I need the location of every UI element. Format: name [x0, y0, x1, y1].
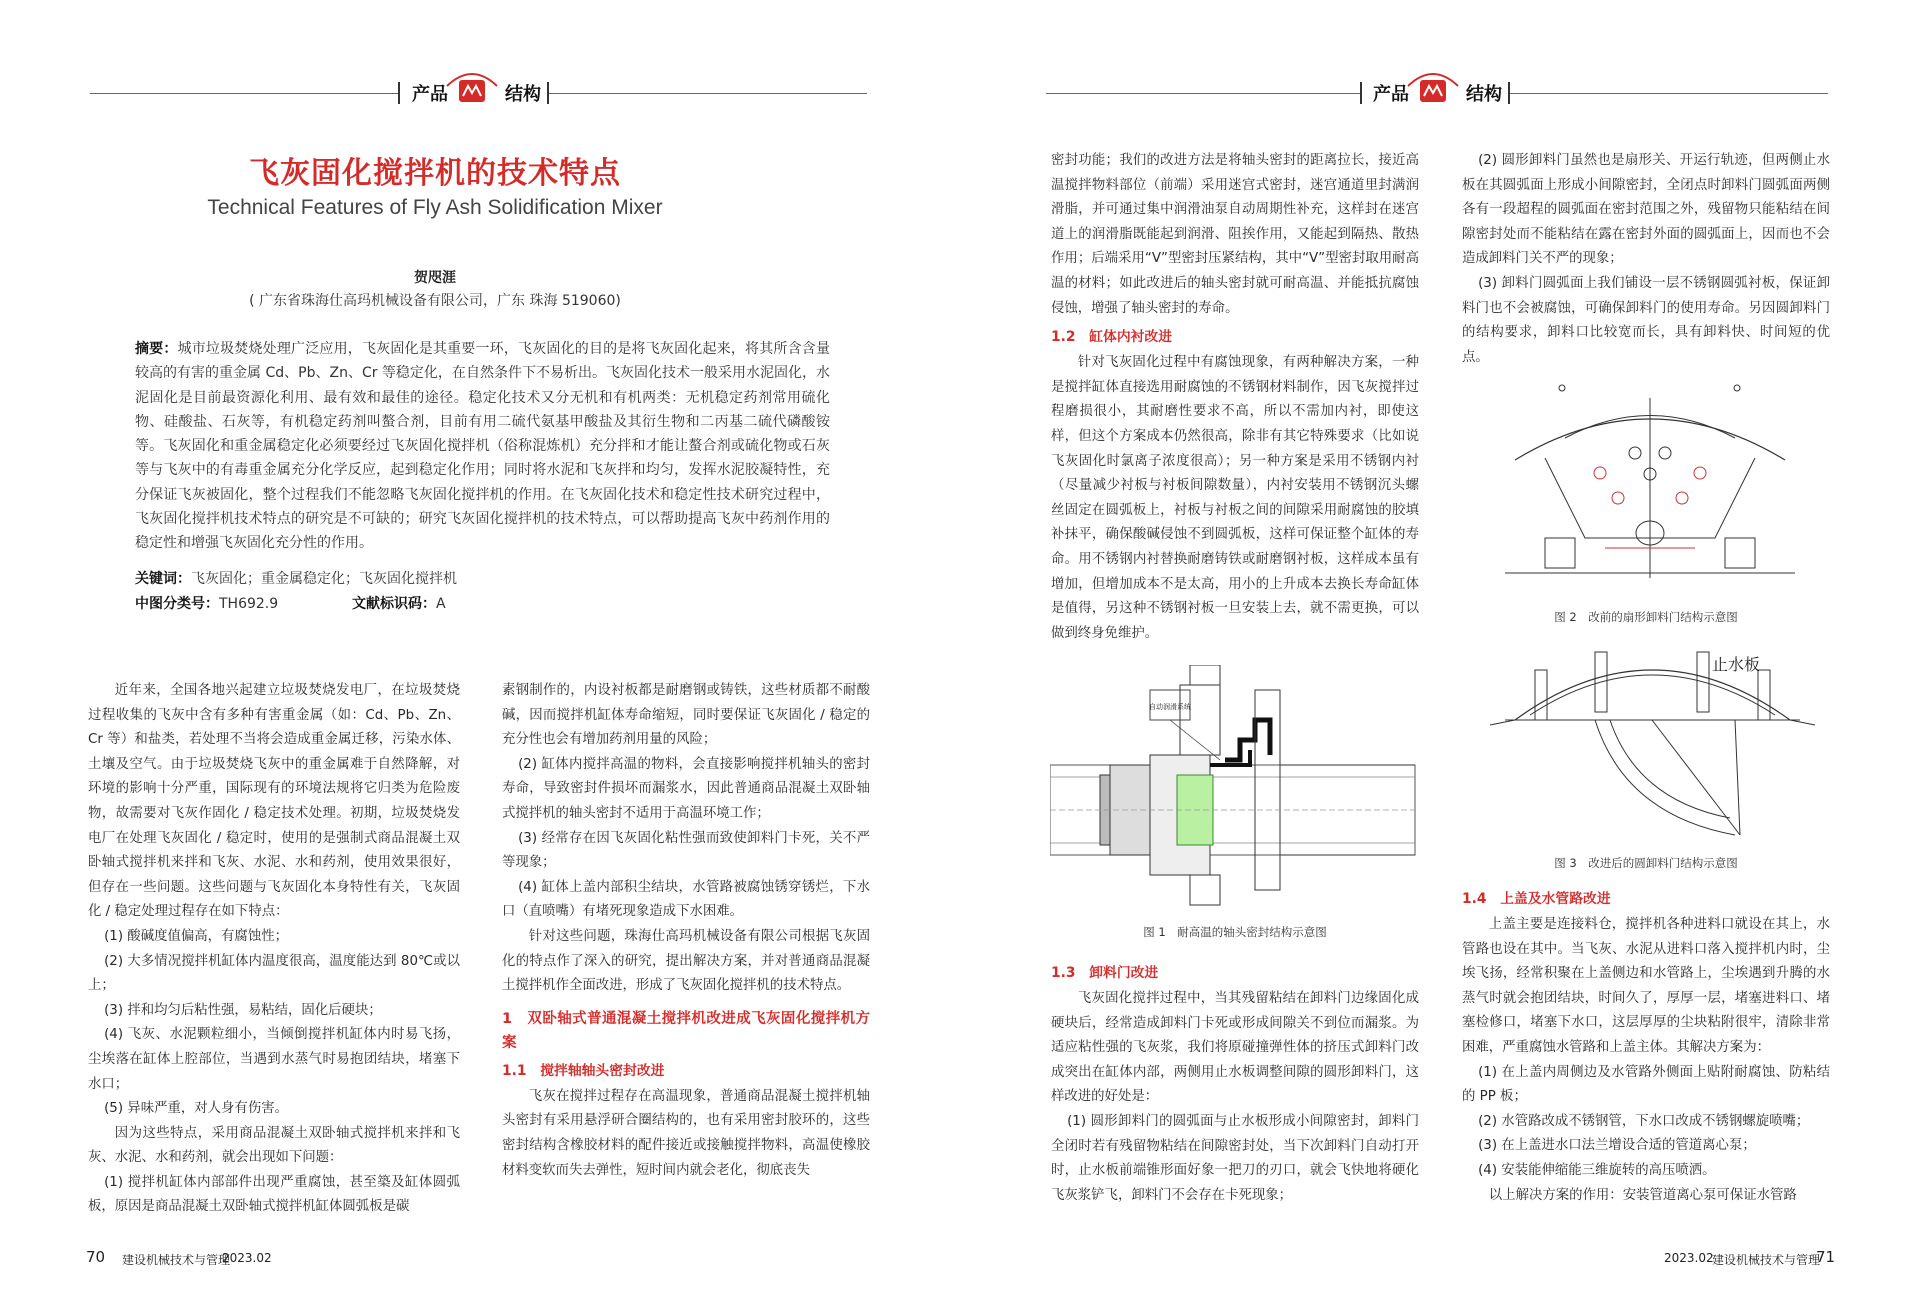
column-3-bottom: [1051, 961, 1419, 1208]
article-title-en: Technical Features of Fly Ash Solidification Mixer: [207, 196, 663, 219]
header-right-label: 结构: [505, 84, 541, 105]
body-paragraph: 近年来，全国各地兴起建立垃圾焚烧发电厂，在垃圾焚烧过程收集的飞灰中含有多种有害重金属（如：Cd、Pb、Zn、Cr 等）和盐类，若处理不当将会造成重金属迁移，污染水体、土壤及空气。由于垃圾焚烧飞灰中的重金属难于自然降解，对环境的影响十分严重，国际现有的环境法规将它归类为危险废物，故需要对飞灰作固化 / 稳定技术处理。初期，垃圾焚烧发电厂在处理飞灰固化 / 稳定时，使用的是强制式商品混凝土双卧轴式搅拌机来拌和飞灰、水泥、水和药剂，使用效果很好，但存在一些问题。这些问题与飞灰固化本身特性有关，飞灰固化 / 稳定处理过程存在如下特点：: [88, 683, 460, 920]
list-item: (2) 圆形卸料门虽然也是扇形关、开运行轨迹，但两侧止水板在其圆弧面上形成小间隙密封，全闭点时卸料门圆弧面两侧各有一段超程的圆弧面在密封范围之外，残留物只能粘结在间隙密封处而不能粘结在露在密封外面的圆弧面上，因而也不会造成卸料门关不严的现象；: [1462, 153, 1830, 267]
doc-label: 文献标识码：: [352, 596, 436, 612]
list-item: (2) 缸体内搅拌高温的物料，会直接影响搅拌机轴头的密封寿命，导致密封件损坏而漏浆水，因此普通商品混凝土双卧轴式搅拌机的轴头密封不适用于高温环境工作；: [502, 756, 870, 821]
body-paragraph: 针对飞灰固化过程中有腐蚀现象，有两种解决方案，一种是搅拌缸体直接选用耐腐蚀的不锈钢材料制作，因飞灰搅拌过程磨损很小，其耐磨性要求不高，所以不需加内衬，即使这样，但这个方案成本仍然很高，除非有其它特殊要求（比如说飞灰固化时氯离子浓度很高）；另一种方案是采用不锈钢内衬（尽量减少衬板与衬板间隙数量），内衬安装用不锈钢沉头螺丝固定在圆弧板上，衬板与衬板之间的间隙采用耐腐蚀的胶填补抹平，确保酸碱侵蚀不到圆弧板，这样可保证整个缸体的寿命。用不锈钢内衬替换耐磨铸铁或耐磨钢衬板，这样成本虽有增加，但增加成本不是太高，用小的上升成本去换长寿命缸体是值得，另这种不锈钢衬板一旦安装上去，就不需更换，可以做到终身免维护。: [1051, 355, 1419, 641]
journal-name-left: 建设机械技术与管理: [122, 1253, 231, 1267]
doc-value: A: [436, 596, 446, 612]
header-divider: [398, 82, 400, 104]
column-4-bottom: [1462, 887, 1830, 1208]
column-1: [88, 679, 460, 1220]
header-right-label: 结构: [1466, 84, 1502, 105]
body-paragraph: 以上解决方案的作用：安装管道离心泵可保证水管路: [1488, 1187, 1797, 1203]
abstract-label: 摘要：: [135, 341, 178, 357]
header-left-label: 产品: [412, 84, 448, 105]
figure-3-round-gate-diagram: [1475, 640, 1830, 850]
classification: [135, 593, 278, 613]
brand-logo-icon: [1406, 66, 1460, 106]
list-item: (2) 水管路改成不锈钢管，下水口改成不锈钢螺旋喷嘴；: [1478, 1113, 1810, 1129]
figure-1-shaft-seal-diagram: [1050, 665, 1420, 915]
body-paragraph: 针对这些问题，珠海仕高玛机械设备有限公司根据飞灰固化的特点作了深入的研究，提出解决方案，并对普通商品混凝土搅拌机作全面改进，形成了飞灰固化搅拌机的技术特点。: [502, 928, 870, 994]
list-item: (3) 经常存在因飞灰固化粘性强而致使卸料门卡死，关不严等现象；: [502, 830, 870, 871]
affiliation: ( 广东省珠海仕高玛机械设备有限公司，广东 珠海 519060): [249, 293, 621, 309]
list-item: (5) 异味严重，对人身有伤害。: [104, 1101, 288, 1117]
list-item: (4) 飞灰、水泥颗粒细小，当倾倒搅拌机缸体内时易飞扬，尘埃落在缸体上腔部位，当遇到水蒸气时易抱团结块，堵塞下水口；: [88, 1027, 460, 1092]
issue-right: 2023.02: [1664, 1251, 1714, 1265]
figure-2-caption: 图 2 改前的扇形卸料门结构示意图: [1554, 610, 1738, 624]
author: 贺咫涯: [414, 270, 456, 286]
abstract-text: 城市垃圾焚烧处理广泛应用，飞灰固化是其重要一环，飞灰固化的目的是将飞灰固化起来，将其所含含量较高的有害的重金属 Cd、Pb、Zn、Cr 等稳定化，在自然条件下不易析出。飞灰固化技术一般采用水泥固化，水泥固化是目前最资源化利用、最有效和最佳的途径。稳定化技术又分无机和有机两类：无机稳定药剂常用硫化物、硅酸盐、石灰等，有机稳定药剂叫螯合剂，目前有用二硫代氨基甲酸盐及其衍生物和二丙基二硫代磷酸铵等。飞灰固化和重金属稳定化必须要经过飞灰固化搅拌机（俗称混炼机）充分拌和才能让螯合剂或硫化物或石灰等与飞灰中的有毒重金属充分化学反应，起到稳定化作用；同时将水泥和飞灰拌和均匀，发挥水泥胶凝特性，充分保证飞灰被固化，整个过程我们不能忽略飞灰固化搅拌机的作用。在飞灰固化技术和稳定性技术研究过程中，飞灰固化搅拌机技术特点的研究是不可缺的；研究飞灰固化搅拌机的技术特点，可以帮助提高飞灰中药剂作用的稳定性和增强飞灰固化充分性的作用。: [135, 341, 830, 552]
header-rule-right-a: [1046, 93, 1360, 94]
body-paragraph: 密封功能；我们的改进方法是将轴头密封的距离拉长，接近高温搅拌物料部位（前端）采用迷宫式密封，迷宫通道里封满润滑脂，并可通过集中润滑油泵自动周期性补充，这样封在迷宫道上的润滑脂既能起到润滑、阻挨作用，又能起到隔热、散热作用；后端采用“V”型密封压紧结构，其中“V”型密封取用耐高温的材料；如此改进后的轴头密封就可耐高温、并能抵抗腐蚀侵蚀，增强了轴头密封的寿命。: [1051, 153, 1419, 316]
keywords-label: 关键词：: [135, 571, 191, 587]
fig3-label: 止水板: [1712, 655, 1761, 674]
section-heading-1: 1 双卧轴式普通混凝土搅拌机改进成飞灰固化搅拌机方案: [502, 1010, 870, 1051]
list-item: (1) 酸碱度值偏高，有腐蚀性；: [104, 928, 288, 944]
body-paragraph: 飞灰在搅拌过程存在高温现象，普通商品混凝土搅拌机轴头密封有采用悬浮研合圈结构的，也有采用密封胶环的，这些密封结构含橡胶材料的配件接近或接触搅拌物料，高温使橡胶材料变软而失去弹性，短时间内就会老化，彻底丧失: [502, 1088, 870, 1178]
list-item: (1) 在上盖内周侧边及水管路外侧面上贴附耐腐蚀、防粘结的 PP 板；: [1462, 1064, 1830, 1105]
figure-2-sector-gate-diagram: [1505, 378, 1795, 593]
article-title-cn: 飞灰固化搅拌机的技术特点: [249, 156, 621, 191]
brand-logo-icon: [445, 66, 499, 106]
page-number-left: 70: [86, 1248, 106, 1266]
header-left-label: 产品: [1373, 84, 1409, 105]
list-item: (2) 大多情况搅拌机缸体内温度很高，温度能达到 80℃或以上；: [88, 953, 460, 994]
fig1-label: 自动润滑系统: [1149, 703, 1191, 711]
body-paragraph: 上盖主要是连接料仓，搅拌机各种进料口就设在其上，水管路也设在其中。当飞灰、水泥从进料口落入搅拌机内时，尘埃飞扬，经常积聚在上盖侧边和水管路上，尘埃遇到升腾的水蒸气时就会抱团结块，时间久了，厚厚一层，堵塞进料口、堵塞检修口，堵塞下水口，这层厚厚的尘块粘附很牢，清除非常困难，严重腐蚀水管路和上盖主体。其解决方案为：: [1462, 917, 1830, 1055]
doc-code: [352, 593, 446, 613]
section-heading-1-4: 1.4 上盖及水管路改进: [1462, 891, 1611, 907]
list-item: (1) 圆形卸料门的圆弧面与止水板形成小间隙密封，卸料门全闭时若有残留物粘结在间隙密封处，当下次卸料门自动打开时，止水板前端锥形面好象一把刀的刃口，就会飞快地将硬化飞灰浆铲飞，卸料门不会存在卡死现象；: [1051, 1113, 1419, 1203]
keywords-text: 飞灰固化；重金属稳定化；飞灰固化搅拌机: [191, 571, 457, 587]
issue-left: 2023.02: [222, 1251, 272, 1265]
column-2: [502, 679, 870, 1183]
body-paragraph: 因为这些特点，采用商品混凝土双卧轴式搅拌机来拌和飞灰、水泥、水和药剂，就会出现如下问题：: [88, 1125, 460, 1166]
header-rule-left-a: [90, 93, 398, 94]
list-item: (3) 拌和均匀后粘性强，易粘结，固化后硬块；: [104, 1002, 382, 1018]
figure-1-caption: 图 1 耐高温的轴头密封结构示意图: [1143, 925, 1327, 939]
list-item: (1) 搅拌机缸体内部部件出现严重腐蚀，甚至築及缸体圆弧板，原因是商品混凝土双卧轴式搅拌机缸体圆弧板是碳: [88, 1174, 460, 1215]
figure-3-caption: 图 3 改进后的圆卸料门结构示意图: [1554, 856, 1738, 870]
header-rule-right-b: [1510, 93, 1828, 94]
column-4-top: [1462, 149, 1830, 370]
section-heading-1-2: 1.2 缸体内衬改进: [1051, 329, 1173, 346]
list-item: (4) 安装能伸缩能三维旋转的高压喷洒。: [1478, 1162, 1716, 1178]
class-label: 中图分类号：: [135, 596, 219, 612]
journal-name-right: 建设机械技术与管理: [1712, 1253, 1821, 1267]
page-number-right: 71: [1816, 1248, 1836, 1266]
class-value: TH692.9: [219, 596, 279, 612]
list-item: (3) 在上盖进水口法兰增设合适的管道离心泵；: [1478, 1138, 1756, 1154]
list-item: (3) 卸料门圆弧面上我们铺设一层不锈钢圆弧衬板，保证卸料门也不会被腐蚀，可确保卸料门的使用寿命。另因圆卸料门的结构要求，卸料口比较宽而长，具有卸料快、时间短的优点。: [1462, 275, 1830, 365]
header-divider: [1360, 82, 1362, 104]
header-rule-left-b: [549, 93, 867, 94]
section-heading-1-3: 1.3 卸料门改进: [1051, 965, 1159, 981]
column-3-top: [1051, 149, 1419, 646]
keywords: [135, 568, 457, 588]
body-paragraph: 素钢制作的，内设衬板都是耐磨钢或铸铁，这些材质都不耐酸碱，因而搅拌机缸体寿命缩短，同时要保证飞灰固化 / 稳定的充分性也会有增加药剂用量的风险；: [502, 683, 870, 748]
section-heading-1-1: 1.1 搅拌轴轴头密封改进: [502, 1062, 665, 1079]
abstract: [135, 337, 830, 556]
list-item: (4) 缸体上盖内部积尘结块，水管路被腐蚀锈穿锈烂，下水口（直喷嘴）有堵死现象造成下水困难。: [502, 879, 870, 920]
body-paragraph: 飞灰固化搅拌过程中，当其残留粘结在卸料门边缘固化成硬块后，经常造成卸料门卡死或形成间隙关不到位而漏浆。为适应粘性强的飞灰浆，我们将原碰撞弹性体的挤压式卸料门改成突出在缸体内部，两侧用止水板调整间隙的圆形卸料门，这样改进的好处是：: [1051, 991, 1419, 1105]
